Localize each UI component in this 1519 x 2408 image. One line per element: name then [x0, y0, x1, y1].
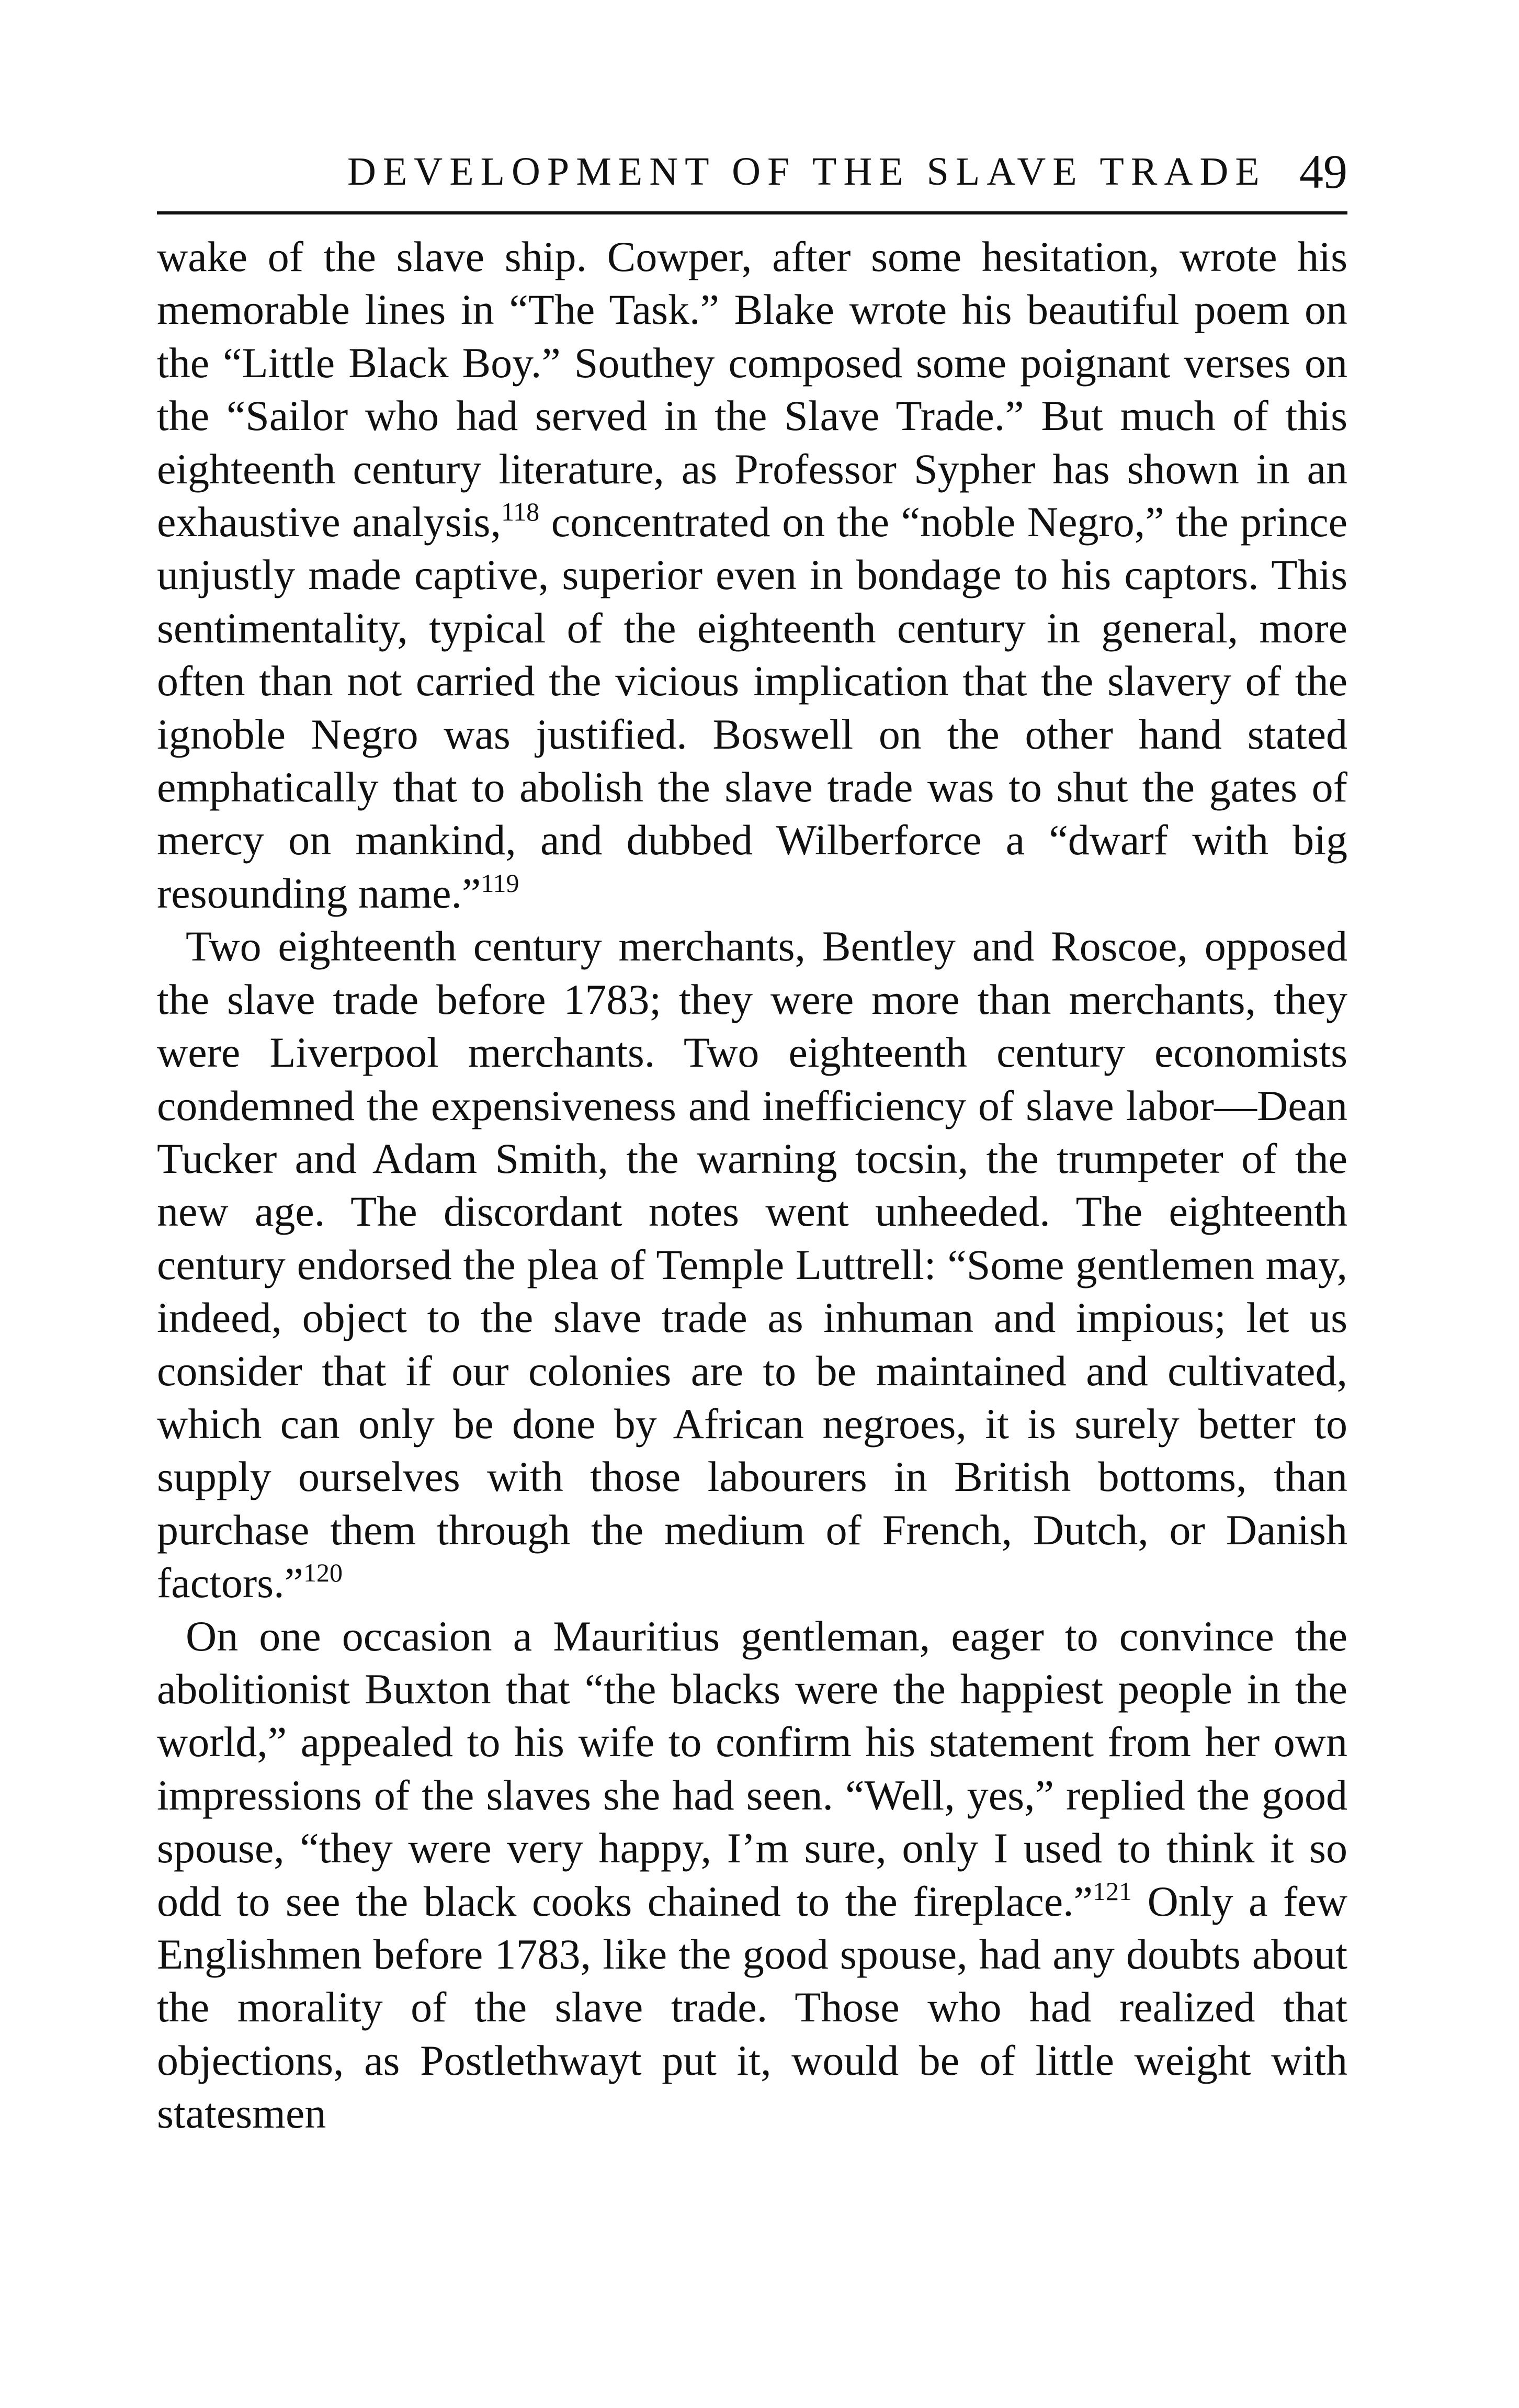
paragraph-text: wake of the slave ship. Cowper, after some hesitation, wrote his memorable lines in “The Task.” Blake wrote his beautiful poem on the “Little Black Boy.” Southey composed some poignant verses on the “Sailor who had served in the Slave Trade.” But much of this eighteenth century literature, as Professor Sypher has shown in an exhaustive analysis,	[157, 233, 1347, 546]
running-title: DEVELOPMENT OF THE SLAVE TRADE	[347, 150, 1266, 194]
footnote-marker: 119	[481, 868, 519, 898]
footnote-marker: 120	[303, 1558, 343, 1588]
running-head	[157, 140, 1347, 203]
paragraph	[157, 920, 1347, 1609]
paragraph-text: Only a few Englishmen before 1783, like the good spouse, had any doubts about the morality of the slave trade. Those who had realized that objections, as Postlethwayt put it, would be of little weight with statesmen	[157, 1877, 1347, 2138]
paragraph	[157, 1610, 1347, 2140]
footnote-marker: 118	[501, 497, 540, 527]
paragraph	[157, 230, 1347, 920]
paragraph-text: concentrated on the “noble Negro,” the prince unjustly made captive, superior even in bondage to his captors. This sentimentality, typical of the eighteenth century in general, more often than not carried the vicious implication that the slavery of the ignoble Negro was justified. Boswell on the other hand stated emphatically that to abolish the slave trade was to shut the gates of mercy on mankind, and dubbed Wilberforce a “dwarf with big resounding name.”	[157, 498, 1347, 917]
book-page	[157, 0, 1347, 2408]
paragraph-text: Two eighteenth century merchants, Bentley and Roscoe, opposed the slave trade before 1783; they were more than merchants, they were Liverpool merchants. Two eighteenth century economists condemned the expensiveness and inefficiency of slave labor—Dean Tucker and Adam Smith, the warning tocsin, the trumpeter of the new age. The discordant notes went unheeded. The eighteenth century endorsed the plea of Temple Luttrell: “Some gentlemen may, indeed, object to the slave trade as inhuman and impious; let us consider that if our colonies are to be maintained and cultivated, which can only be done by African negroes, it is surely better to supply ourselves with those labourers in British bottoms, than purchase them through the medium of French, Dutch, or Danish factors.”	[157, 922, 1347, 1607]
page-number: 49	[1299, 145, 1347, 198]
body-text	[157, 230, 1347, 2140]
footnote-marker: 121	[1093, 1876, 1132, 1906]
header-rule	[157, 211, 1347, 214]
paragraph-text: On one occasion a Mauritius gentleman, eager to convince the abolitionist Buxton that “the blacks were the happiest people in the world,” appealed to his wife to confirm his statement from her own impressions of the slaves she had seen. “Well, yes,” replied the good spouse, “they were very happy, I’m sure, only I used to think it so odd to see the black cooks chained to the fireplace.”	[157, 1612, 1347, 1925]
